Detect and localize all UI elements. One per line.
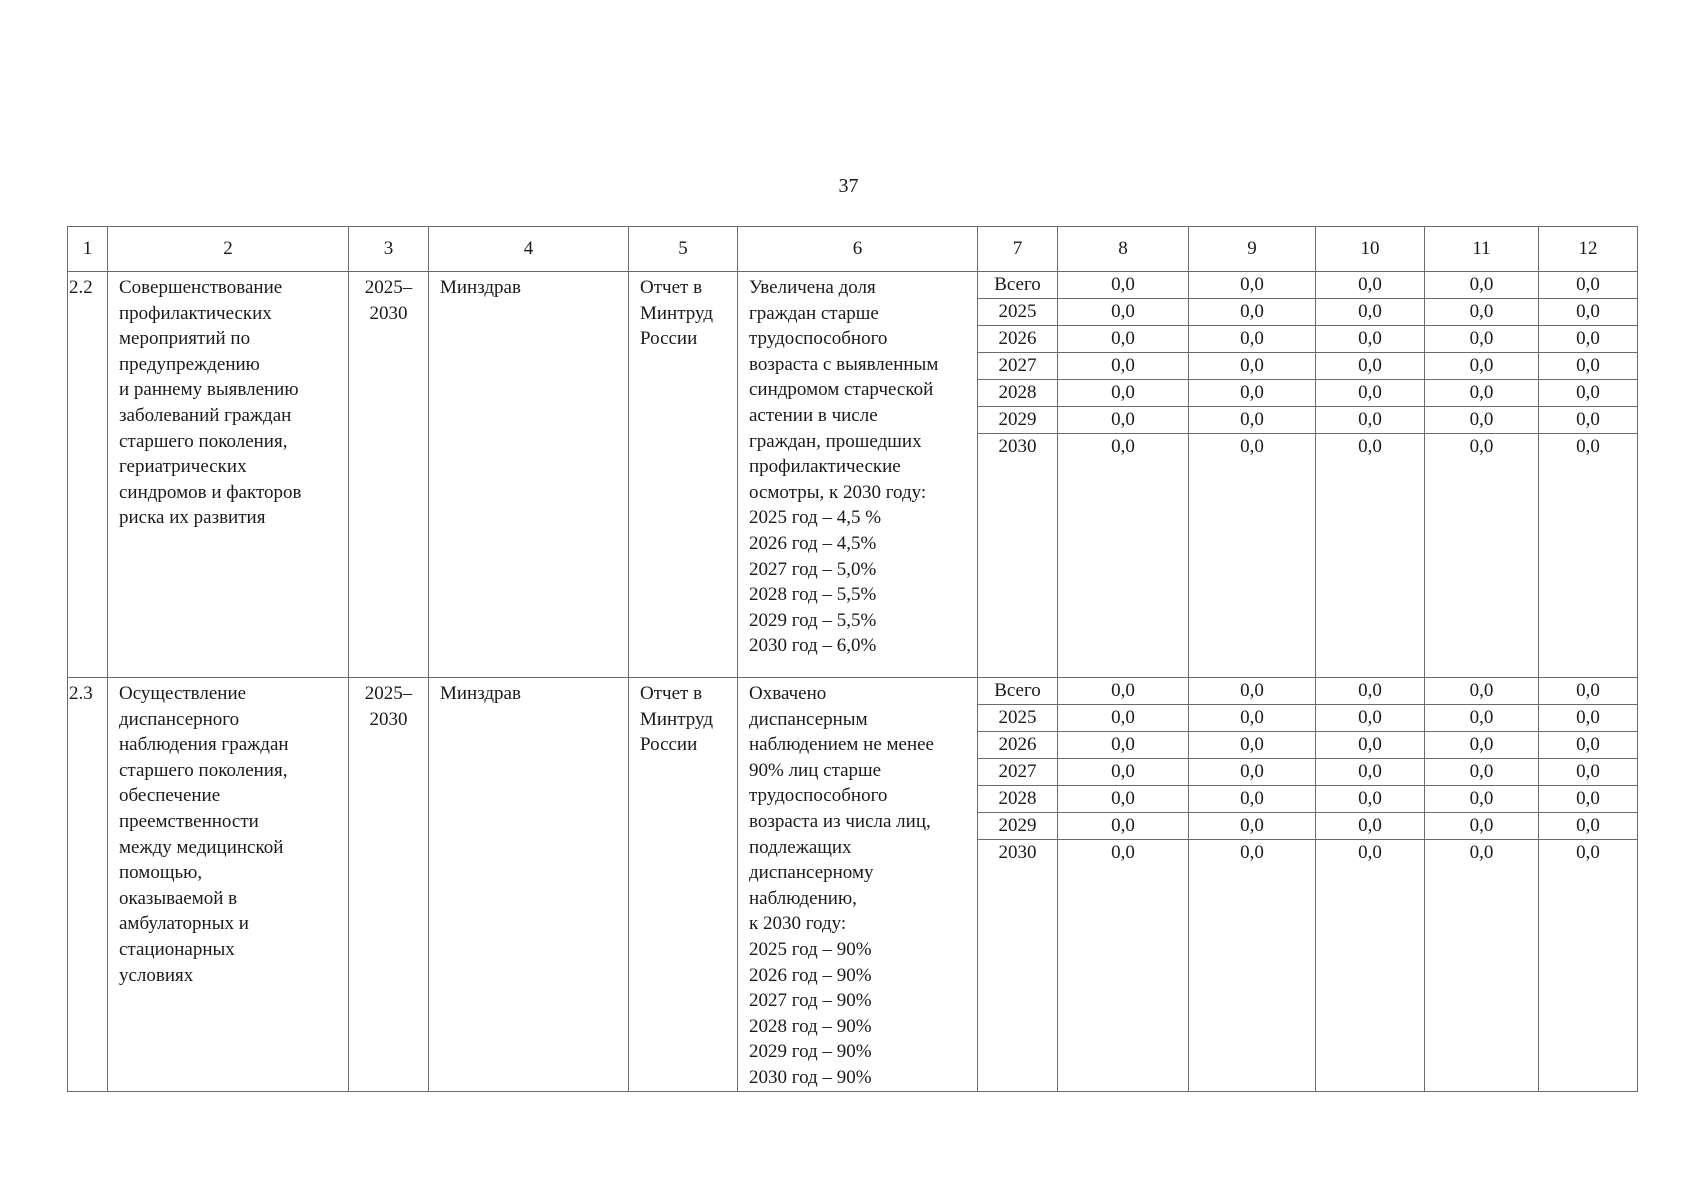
value-cell: 0,0 xyxy=(1058,786,1188,813)
period: 2025– 2030 xyxy=(364,277,413,324)
value-cell: 0,0 xyxy=(1240,436,1264,457)
value-cell: 2025 xyxy=(978,705,1057,732)
funding-column-8 xyxy=(1058,272,1188,460)
value-cell: 0,0 xyxy=(1058,813,1188,840)
activity-name: Совершенствование профилактических мероприятий по предупреждению и раннему выявлению заболеваний граждан старшего поколения, гериатрических синдромов и факторов риска их развития xyxy=(119,277,302,529)
value-cell: 0,0 xyxy=(1316,813,1424,840)
value-cell: 0,0 xyxy=(1058,678,1188,705)
value-cell: 0,0 xyxy=(1576,842,1600,863)
value-cell: 0,0 xyxy=(1316,678,1424,705)
value-cell: 0,0 xyxy=(1111,436,1135,457)
value-cell: 0,0 xyxy=(1058,326,1188,353)
value-cell: 0,0 xyxy=(1189,759,1315,786)
header-row xyxy=(68,227,1638,272)
value-cell: 2030 xyxy=(998,842,1037,863)
value-cell: 0,0 xyxy=(1425,678,1538,705)
header-cell: 10 xyxy=(1316,227,1425,272)
header-cell: 3 xyxy=(349,227,429,272)
value-cell: 0,0 xyxy=(1316,407,1424,434)
value-cell: 0,0 xyxy=(1058,353,1188,380)
value-cell: 2026 xyxy=(978,732,1057,759)
funding-column-9 xyxy=(1189,272,1315,460)
row-number: 2.2 xyxy=(69,277,93,298)
table-row xyxy=(68,678,1638,1092)
value-cell: 0,0 xyxy=(1316,786,1424,813)
page-number: 37 xyxy=(838,175,859,197)
value-cell: 0,0 xyxy=(1189,272,1315,299)
value-cell: 0,0 xyxy=(1425,407,1538,434)
expected-result: Охвачено диспансерным наблюдением не менее 90% лиц старше трудоспособного возраста из числа лиц, подлежащих диспансерному наблюдению, к 2030 году: 2025 год – 90% 2026 год – 90% 2027 год – 90% 2028 год – 90% 2029 год – 90% 2030 год – 90% xyxy=(749,683,934,1088)
value-cell: 0,0 xyxy=(1425,353,1538,380)
funding-column-8 xyxy=(1058,678,1188,866)
value-cell: 0,0 xyxy=(1058,732,1188,759)
value-cell: 2028 xyxy=(978,380,1057,407)
year-column xyxy=(978,678,1057,866)
value-cell: 0,0 xyxy=(1189,786,1315,813)
value-cell: 0,0 xyxy=(1358,436,1382,457)
value-cell: 0,0 xyxy=(1425,705,1538,732)
value-cell: Всего xyxy=(978,272,1057,299)
value-cell: 2026 xyxy=(978,326,1057,353)
value-cell: 0,0 xyxy=(1111,842,1135,863)
value-cell: 0,0 xyxy=(1425,759,1538,786)
value-cell: 0,0 xyxy=(1539,272,1637,299)
value-cell: 0,0 xyxy=(1539,353,1637,380)
value-cell: 0,0 xyxy=(1189,732,1315,759)
value-cell: 0,0 xyxy=(1189,678,1315,705)
funding-column-11 xyxy=(1425,678,1538,866)
header-cell: 12 xyxy=(1539,227,1638,272)
funding-column-11 xyxy=(1425,272,1538,460)
value-cell: 0,0 xyxy=(1316,380,1424,407)
executor: Минздрав xyxy=(440,277,521,298)
executor: Минздрав xyxy=(440,683,521,704)
value-cell: 0,0 xyxy=(1058,299,1188,326)
value-cell: 0,0 xyxy=(1316,299,1424,326)
value-cell: 2028 xyxy=(978,786,1057,813)
value-cell: 0,0 xyxy=(1469,842,1494,863)
funding-column-10 xyxy=(1316,678,1424,866)
value-cell: 0,0 xyxy=(1539,407,1637,434)
header-cell: 5 xyxy=(629,227,738,272)
value-cell: 0,0 xyxy=(1425,813,1538,840)
funding-column-9 xyxy=(1189,678,1315,866)
value-cell: 0,0 xyxy=(1576,436,1600,457)
value-cell: 0,0 xyxy=(1316,759,1424,786)
header-cell: 6 xyxy=(738,227,978,272)
value-cell: 0,0 xyxy=(1539,299,1637,326)
value-cell: 0,0 xyxy=(1189,326,1315,353)
header-cell: 9 xyxy=(1189,227,1316,272)
value-cell: 2029 xyxy=(978,407,1057,434)
header-cell: 4 xyxy=(429,227,629,272)
value-cell: 0,0 xyxy=(1425,326,1538,353)
report-form: Отчет в Минтруд России xyxy=(640,277,713,350)
value-cell: 0,0 xyxy=(1316,705,1424,732)
value-cell: 0,0 xyxy=(1189,380,1315,407)
value-cell: 0,0 xyxy=(1469,436,1494,457)
value-cell: 0,0 xyxy=(1425,272,1538,299)
header-cell: 1 xyxy=(68,227,108,272)
value-cell: 0,0 xyxy=(1539,705,1637,732)
value-cell: 0,0 xyxy=(1189,353,1315,380)
header-cell: 11 xyxy=(1425,227,1539,272)
value-cell: 2027 xyxy=(978,353,1057,380)
value-cell: 0,0 xyxy=(1425,786,1538,813)
value-cell: 2030 xyxy=(998,436,1037,457)
value-cell: 0,0 xyxy=(1539,380,1637,407)
value-cell: 0,0 xyxy=(1189,813,1315,840)
header-cell: 8 xyxy=(1058,227,1189,272)
period: 2025– 2030 xyxy=(364,683,413,730)
value-cell: 0,0 xyxy=(1058,380,1188,407)
value-cell: 0,0 xyxy=(1058,759,1188,786)
value-cell: 0,0 xyxy=(1058,407,1188,434)
header-cell: 2 xyxy=(108,227,349,272)
value-cell: 0,0 xyxy=(1539,678,1637,705)
value-cell: 0,0 xyxy=(1058,705,1188,732)
value-cell: 0,0 xyxy=(1189,407,1315,434)
value-cell: 0,0 xyxy=(1539,813,1637,840)
header-cell: 7 xyxy=(978,227,1058,272)
value-cell: 0,0 xyxy=(1425,732,1538,759)
value-cell: 0,0 xyxy=(1240,842,1264,863)
value-cell: 0,0 xyxy=(1539,759,1637,786)
table-row xyxy=(68,272,1638,678)
value-cell: 0,0 xyxy=(1358,842,1382,863)
expected-result: Увеличена доля граждан старше трудоспособного возраста с выявленным синдромом старческой астении в числе граждан, прошедших профилактические осмотры, к 2030 году: 2025 год – 4,5 % 2026 год – 4,5% 2027 год – 5,0% 2028 год – 5,5% 2029 год – 5,5% 2030 год – 6,0% xyxy=(749,277,939,657)
program-table xyxy=(67,226,1638,1092)
value-cell: 0,0 xyxy=(1316,326,1424,353)
value-cell: 0,0 xyxy=(1316,353,1424,380)
value-cell: 2029 xyxy=(978,813,1057,840)
value-cell: Всего xyxy=(978,678,1057,705)
value-cell: 0,0 xyxy=(1539,786,1637,813)
value-cell: 0,0 xyxy=(1425,299,1538,326)
value-cell: 0,0 xyxy=(1539,326,1637,353)
value-cell: 0,0 xyxy=(1189,705,1315,732)
row-number: 2.3 xyxy=(69,683,93,704)
value-cell: 0,0 xyxy=(1425,380,1538,407)
funding-column-12 xyxy=(1539,678,1637,866)
value-cell: 2025 xyxy=(978,299,1057,326)
value-cell: 0,0 xyxy=(1316,732,1424,759)
value-cell: 0,0 xyxy=(1316,272,1424,299)
value-cell: 0,0 xyxy=(1058,272,1188,299)
report-form: Отчет в Минтруд России xyxy=(640,683,713,756)
year-column xyxy=(978,272,1057,460)
value-cell: 0,0 xyxy=(1539,732,1637,759)
funding-column-10 xyxy=(1316,272,1424,460)
value-cell: 2027 xyxy=(978,759,1057,786)
value-cell: 0,0 xyxy=(1189,299,1315,326)
funding-column-12 xyxy=(1539,272,1637,460)
activity-name: Осуществление диспансерного наблюдения граждан старшего поколения, обеспечение преемственности между медицинской помощью, оказываемой в амбулаторных и стационарных условиях xyxy=(119,683,289,986)
